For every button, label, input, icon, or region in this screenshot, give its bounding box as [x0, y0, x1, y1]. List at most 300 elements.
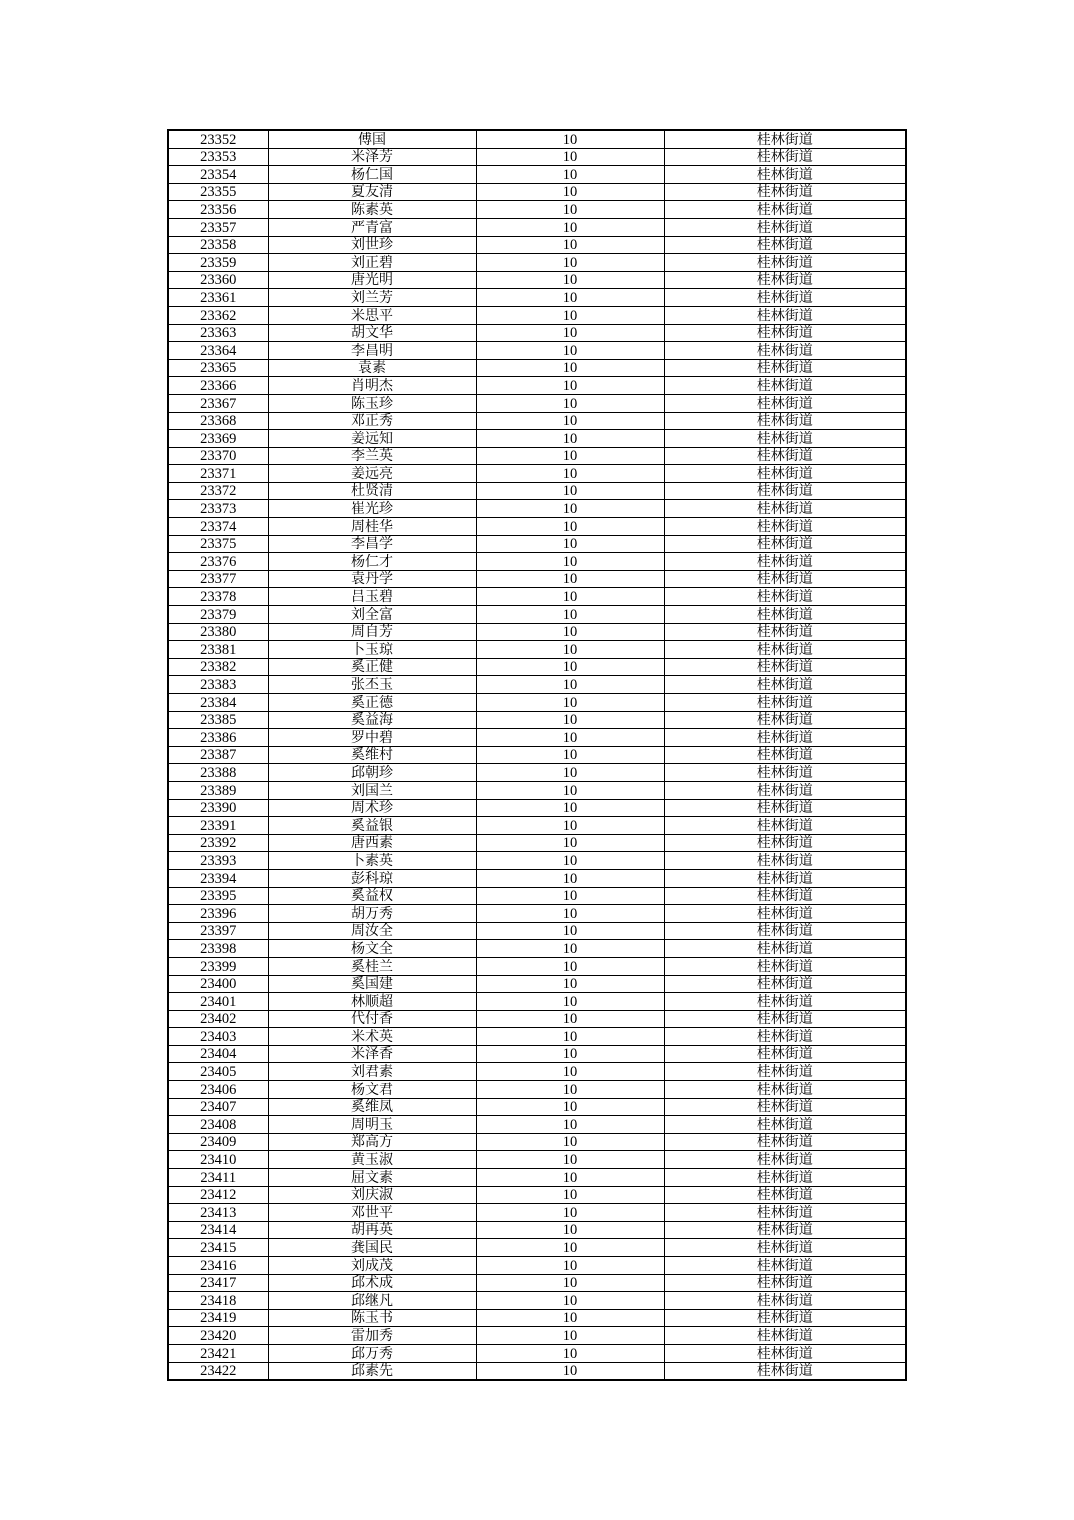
row-street-cell: 桂林街道: [664, 975, 906, 993]
row-id-cell: 23399: [168, 957, 268, 975]
row-street-cell: 桂林街道: [664, 306, 906, 324]
row-amount-cell: 10: [476, 1133, 664, 1151]
row-amount-cell: 10: [476, 711, 664, 729]
row-name-cell: 邱继凡: [268, 1292, 476, 1310]
table-row: [168, 975, 906, 993]
row-id-cell: 23355: [168, 183, 268, 201]
row-name-cell: 姜远知: [268, 430, 476, 448]
row-id-cell: 23410: [168, 1151, 268, 1169]
row-street-cell: 桂林街道: [664, 817, 906, 835]
row-street-cell: 桂林街道: [664, 922, 906, 940]
table-row: [168, 1133, 906, 1151]
row-street-cell: 桂林街道: [664, 447, 906, 465]
row-name-cell: 陈玉书: [268, 1309, 476, 1327]
row-id-cell: 23378: [168, 588, 268, 606]
row-name-cell: 奚益权: [268, 887, 476, 905]
row-street-cell: 桂林街道: [664, 588, 906, 606]
row-name-cell: 杜贤清: [268, 482, 476, 500]
row-amount-cell: 10: [476, 1362, 664, 1380]
row-id-cell: 23372: [168, 482, 268, 500]
row-street-cell: 桂林街道: [664, 1362, 906, 1380]
row-amount-cell: 10: [476, 1098, 664, 1116]
row-amount-cell: 10: [476, 658, 664, 676]
row-name-cell: 刘君素: [268, 1063, 476, 1081]
row-street-cell: 桂林街道: [664, 1239, 906, 1257]
row-street-cell: 桂林街道: [664, 412, 906, 430]
row-id-cell: 23388: [168, 764, 268, 782]
row-amount-cell: 10: [476, 1116, 664, 1134]
row-id-cell: 23387: [168, 746, 268, 764]
row-name-cell: 米泽香: [268, 1045, 476, 1063]
row-id-cell: 23403: [168, 1028, 268, 1046]
row-id-cell: 23368: [168, 412, 268, 430]
row-street-cell: 桂林街道: [664, 1151, 906, 1169]
row-amount-cell: 10: [476, 746, 664, 764]
row-name-cell: 郑高方: [268, 1133, 476, 1151]
table-row: [168, 1274, 906, 1292]
row-street-cell: 桂林街道: [664, 1292, 906, 1310]
row-name-cell: 邱素先: [268, 1362, 476, 1380]
row-name-cell: 肖明杰: [268, 377, 476, 395]
row-street-cell: 桂林街道: [664, 1063, 906, 1081]
table-row: [168, 1292, 906, 1310]
row-street-cell: 桂林街道: [664, 781, 906, 799]
row-amount-cell: 10: [476, 1327, 664, 1345]
row-street-cell: 桂林街道: [664, 254, 906, 272]
row-id-cell: 23409: [168, 1133, 268, 1151]
row-street-cell: 桂林街道: [664, 148, 906, 166]
row-name-cell: 卜玉琼: [268, 641, 476, 659]
row-name-cell: 崔光珍: [268, 500, 476, 518]
row-amount-cell: 10: [476, 641, 664, 659]
row-amount-cell: 10: [476, 254, 664, 272]
table-row: [168, 940, 906, 958]
row-name-cell: 姜远亮: [268, 465, 476, 483]
table-row: [168, 1081, 906, 1099]
row-amount-cell: 10: [476, 676, 664, 694]
row-name-cell: 邓正秀: [268, 412, 476, 430]
row-id-cell: 23400: [168, 975, 268, 993]
row-name-cell: 米术英: [268, 1028, 476, 1046]
table-row: [168, 817, 906, 835]
row-name-cell: 奚维村: [268, 746, 476, 764]
row-id-cell: 23419: [168, 1309, 268, 1327]
table-row: [168, 1169, 906, 1187]
row-id-cell: 23393: [168, 852, 268, 870]
table-row: [168, 711, 906, 729]
row-street-cell: 桂林街道: [664, 940, 906, 958]
row-amount-cell: 10: [476, 236, 664, 254]
row-name-cell: 周汝全: [268, 922, 476, 940]
table-row: [168, 166, 906, 184]
row-id-cell: 23364: [168, 342, 268, 360]
row-name-cell: 周桂华: [268, 518, 476, 536]
row-amount-cell: 10: [476, 588, 664, 606]
table-row: [168, 342, 906, 360]
row-amount-cell: 10: [476, 324, 664, 342]
row-name-cell: 袁素: [268, 359, 476, 377]
row-name-cell: 杨文君: [268, 1081, 476, 1099]
row-id-cell: 23385: [168, 711, 268, 729]
table-row: [168, 183, 906, 201]
row-id-cell: 23412: [168, 1186, 268, 1204]
row-street-cell: 桂林街道: [664, 553, 906, 571]
row-id-cell: 23398: [168, 940, 268, 958]
row-id-cell: 23397: [168, 922, 268, 940]
table-row: [168, 869, 906, 887]
row-street-cell: 桂林街道: [664, 465, 906, 483]
table-row: [168, 922, 906, 940]
row-name-cell: 卜素英: [268, 852, 476, 870]
row-id-cell: 23420: [168, 1327, 268, 1345]
row-street-cell: 桂林街道: [664, 764, 906, 782]
row-street-cell: 桂林街道: [664, 623, 906, 641]
row-id-cell: 23362: [168, 306, 268, 324]
row-street-cell: 桂林街道: [664, 359, 906, 377]
row-street-cell: 桂林街道: [664, 500, 906, 518]
row-id-cell: 23354: [168, 166, 268, 184]
row-amount-cell: 10: [476, 623, 664, 641]
row-street-cell: 桂林街道: [664, 324, 906, 342]
row-id-cell: 23363: [168, 324, 268, 342]
row-amount-cell: 10: [476, 1010, 664, 1028]
row-street-cell: 桂林街道: [664, 887, 906, 905]
row-name-cell: 胡文华: [268, 324, 476, 342]
row-street-cell: 桂林街道: [664, 1098, 906, 1116]
table-row: [168, 289, 906, 307]
table-row: [168, 447, 906, 465]
row-amount-cell: 10: [476, 218, 664, 236]
row-amount-cell: 10: [476, 430, 664, 448]
row-street-cell: 桂林街道: [664, 1257, 906, 1275]
row-amount-cell: 10: [476, 1028, 664, 1046]
row-name-cell: 周术珍: [268, 799, 476, 817]
row-name-cell: 刘世珍: [268, 236, 476, 254]
row-id-cell: 23421: [168, 1344, 268, 1362]
row-street-cell: 桂林街道: [664, 1274, 906, 1292]
table-row: [168, 1186, 906, 1204]
row-name-cell: 代付香: [268, 1010, 476, 1028]
row-street-cell: 桂林街道: [664, 218, 906, 236]
row-amount-cell: 10: [476, 1292, 664, 1310]
row-amount-cell: 10: [476, 1344, 664, 1362]
row-id-cell: 23408: [168, 1116, 268, 1134]
row-id-cell: 23375: [168, 535, 268, 553]
row-street-cell: 桂林街道: [664, 271, 906, 289]
row-amount-cell: 10: [476, 975, 664, 993]
table-row: [168, 623, 906, 641]
row-amount-cell: 10: [476, 922, 664, 940]
table-row: [168, 130, 906, 148]
table-row: [168, 852, 906, 870]
table-row: [168, 1239, 906, 1257]
row-name-cell: 刘国兰: [268, 781, 476, 799]
row-id-cell: 23405: [168, 1063, 268, 1081]
row-name-cell: 邱万秀: [268, 1344, 476, 1362]
row-amount-cell: 10: [476, 694, 664, 712]
table-row: [168, 1028, 906, 1046]
row-id-cell: 23359: [168, 254, 268, 272]
row-amount-cell: 10: [476, 535, 664, 553]
row-name-cell: 奚益银: [268, 817, 476, 835]
table-row: [168, 993, 906, 1011]
row-amount-cell: 10: [476, 289, 664, 307]
row-amount-cell: 10: [476, 500, 664, 518]
row-street-cell: 桂林街道: [664, 482, 906, 500]
row-name-cell: 罗中碧: [268, 729, 476, 747]
row-amount-cell: 10: [476, 1257, 664, 1275]
row-name-cell: 周自芳: [268, 623, 476, 641]
table-row: [168, 905, 906, 923]
row-id-cell: 23371: [168, 465, 268, 483]
row-name-cell: 陈玉珍: [268, 394, 476, 412]
row-street-cell: 桂林街道: [664, 166, 906, 184]
row-name-cell: 刘庆淑: [268, 1186, 476, 1204]
row-street-cell: 桂林街道: [664, 1045, 906, 1063]
table-row: [168, 1309, 906, 1327]
row-name-cell: 雷加秀: [268, 1327, 476, 1345]
row-name-cell: 邱朝珍: [268, 764, 476, 782]
row-amount-cell: 10: [476, 940, 664, 958]
row-street-cell: 桂林街道: [664, 1133, 906, 1151]
table-row: [168, 201, 906, 219]
table-row: [168, 236, 906, 254]
row-name-cell: 周明玉: [268, 1116, 476, 1134]
table-row: [168, 658, 906, 676]
row-amount-cell: 10: [476, 1221, 664, 1239]
row-street-cell: 桂林街道: [664, 711, 906, 729]
row-id-cell: 23402: [168, 1010, 268, 1028]
row-street-cell: 桂林街道: [664, 130, 906, 148]
row-street-cell: 桂林街道: [664, 201, 906, 219]
row-name-cell: 奚桂兰: [268, 957, 476, 975]
table-row: [168, 606, 906, 624]
row-name-cell: 袁丹学: [268, 570, 476, 588]
row-name-cell: 李昌明: [268, 342, 476, 360]
row-street-cell: 桂林街道: [664, 518, 906, 536]
table-row: [168, 254, 906, 272]
table-row: [168, 377, 906, 395]
table-row: [168, 1151, 906, 1169]
row-street-cell: 桂林街道: [664, 1309, 906, 1327]
row-amount-cell: 10: [476, 957, 664, 975]
row-name-cell: 奚正健: [268, 658, 476, 676]
roster-table-body: [168, 130, 906, 1380]
row-amount-cell: 10: [476, 394, 664, 412]
table-row: [168, 764, 906, 782]
table-row: [168, 887, 906, 905]
row-id-cell: 23404: [168, 1045, 268, 1063]
row-amount-cell: 10: [476, 729, 664, 747]
row-street-cell: 桂林街道: [664, 535, 906, 553]
row-id-cell: 23413: [168, 1204, 268, 1222]
row-street-cell: 桂林街道: [664, 869, 906, 887]
row-id-cell: 23366: [168, 377, 268, 395]
row-name-cell: 刘成茂: [268, 1257, 476, 1275]
row-id-cell: 23392: [168, 834, 268, 852]
roster-table: [167, 129, 907, 1381]
row-name-cell: 奚国建: [268, 975, 476, 993]
row-amount-cell: 10: [476, 553, 664, 571]
row-name-cell: 唐光明: [268, 271, 476, 289]
table-row: [168, 676, 906, 694]
row-amount-cell: 10: [476, 1239, 664, 1257]
row-amount-cell: 10: [476, 1045, 664, 1063]
row-amount-cell: 10: [476, 166, 664, 184]
row-id-cell: 23386: [168, 729, 268, 747]
row-amount-cell: 10: [476, 781, 664, 799]
row-street-cell: 桂林街道: [664, 834, 906, 852]
row-name-cell: 傅国: [268, 130, 476, 148]
row-amount-cell: 10: [476, 993, 664, 1011]
row-name-cell: 林顺超: [268, 993, 476, 1011]
row-amount-cell: 10: [476, 887, 664, 905]
table-row: [168, 1098, 906, 1116]
table-row: [168, 729, 906, 747]
row-id-cell: 23384: [168, 694, 268, 712]
table-row: [168, 482, 906, 500]
row-name-cell: 屈文素: [268, 1169, 476, 1187]
row-amount-cell: 10: [476, 1204, 664, 1222]
row-amount-cell: 10: [476, 1151, 664, 1169]
row-street-cell: 桂林街道: [664, 676, 906, 694]
row-street-cell: 桂林街道: [664, 236, 906, 254]
row-amount-cell: 10: [476, 518, 664, 536]
row-street-cell: 桂林街道: [664, 430, 906, 448]
table-row: [168, 394, 906, 412]
row-id-cell: 23365: [168, 359, 268, 377]
row-name-cell: 刘全富: [268, 606, 476, 624]
row-name-cell: 邓世平: [268, 1204, 476, 1222]
row-amount-cell: 10: [476, 377, 664, 395]
row-street-cell: 桂林街道: [664, 1010, 906, 1028]
row-amount-cell: 10: [476, 201, 664, 219]
row-id-cell: 23382: [168, 658, 268, 676]
row-id-cell: 23394: [168, 869, 268, 887]
row-name-cell: 杨仁才: [268, 553, 476, 571]
row-name-cell: 刘正碧: [268, 254, 476, 272]
row-id-cell: 23401: [168, 993, 268, 1011]
row-name-cell: 夏友清: [268, 183, 476, 201]
row-id-cell: 23381: [168, 641, 268, 659]
table-row: [168, 834, 906, 852]
row-street-cell: 桂林街道: [664, 993, 906, 1011]
row-name-cell: 彭科琼: [268, 869, 476, 887]
row-name-cell: 张丕玉: [268, 676, 476, 694]
row-amount-cell: 10: [476, 306, 664, 324]
row-amount-cell: 10: [476, 447, 664, 465]
table-row: [168, 1010, 906, 1028]
row-id-cell: 23379: [168, 606, 268, 624]
row-id-cell: 23374: [168, 518, 268, 536]
table-row: [168, 694, 906, 712]
row-id-cell: 23391: [168, 817, 268, 835]
row-id-cell: 23418: [168, 1292, 268, 1310]
row-amount-cell: 10: [476, 817, 664, 835]
row-street-cell: 桂林街道: [664, 606, 906, 624]
row-street-cell: 桂林街道: [664, 694, 906, 712]
row-street-cell: 桂林街道: [664, 1221, 906, 1239]
row-id-cell: 23411: [168, 1169, 268, 1187]
table-row: [168, 306, 906, 324]
row-id-cell: 23358: [168, 236, 268, 254]
row-id-cell: 23389: [168, 781, 268, 799]
row-amount-cell: 10: [476, 465, 664, 483]
row-name-cell: 杨仁国: [268, 166, 476, 184]
row-street-cell: 桂林街道: [664, 746, 906, 764]
table-row: [168, 1116, 906, 1134]
row-id-cell: 23406: [168, 1081, 268, 1099]
row-id-cell: 23383: [168, 676, 268, 694]
row-amount-cell: 10: [476, 1274, 664, 1292]
row-amount-cell: 10: [476, 570, 664, 588]
table-row: [168, 430, 906, 448]
table-row: [168, 535, 906, 553]
row-name-cell: 杨文全: [268, 940, 476, 958]
row-name-cell: 邱术成: [268, 1274, 476, 1292]
row-id-cell: 23422: [168, 1362, 268, 1380]
row-amount-cell: 10: [476, 130, 664, 148]
row-street-cell: 桂林街道: [664, 905, 906, 923]
row-amount-cell: 10: [476, 1081, 664, 1099]
table-row: [168, 641, 906, 659]
row-id-cell: 23395: [168, 887, 268, 905]
row-name-cell: 胡再英: [268, 1221, 476, 1239]
row-street-cell: 桂林街道: [664, 183, 906, 201]
row-amount-cell: 10: [476, 412, 664, 430]
row-amount-cell: 10: [476, 342, 664, 360]
row-amount-cell: 10: [476, 1186, 664, 1204]
row-street-cell: 桂林街道: [664, 289, 906, 307]
row-name-cell: 米泽芳: [268, 148, 476, 166]
table-row: [168, 271, 906, 289]
row-street-cell: 桂林街道: [664, 394, 906, 412]
row-id-cell: 23369: [168, 430, 268, 448]
row-id-cell: 23407: [168, 1098, 268, 1116]
document-page: [167, 129, 905, 1381]
table-row: [168, 324, 906, 342]
row-name-cell: 吕玉碧: [268, 588, 476, 606]
table-row: [168, 781, 906, 799]
row-amount-cell: 10: [476, 764, 664, 782]
row-id-cell: 23373: [168, 500, 268, 518]
table-row: [168, 1257, 906, 1275]
row-street-cell: 桂林街道: [664, 570, 906, 588]
table-row: [168, 1045, 906, 1063]
table-row: [168, 1063, 906, 1081]
row-street-cell: 桂林街道: [664, 1028, 906, 1046]
row-street-cell: 桂林街道: [664, 377, 906, 395]
row-id-cell: 23390: [168, 799, 268, 817]
row-id-cell: 23396: [168, 905, 268, 923]
row-street-cell: 桂林街道: [664, 1169, 906, 1187]
row-street-cell: 桂林街道: [664, 1344, 906, 1362]
row-amount-cell: 10: [476, 852, 664, 870]
table-row: [168, 465, 906, 483]
table-row: [168, 1204, 906, 1222]
row-amount-cell: 10: [476, 869, 664, 887]
table-row: [168, 799, 906, 817]
row-id-cell: 23360: [168, 271, 268, 289]
table-row: [168, 1362, 906, 1380]
row-street-cell: 桂林街道: [664, 729, 906, 747]
row-id-cell: 23357: [168, 218, 268, 236]
row-amount-cell: 10: [476, 183, 664, 201]
row-amount-cell: 10: [476, 1309, 664, 1327]
row-street-cell: 桂林街道: [664, 1081, 906, 1099]
row-id-cell: 23367: [168, 394, 268, 412]
table-row: [168, 1221, 906, 1239]
